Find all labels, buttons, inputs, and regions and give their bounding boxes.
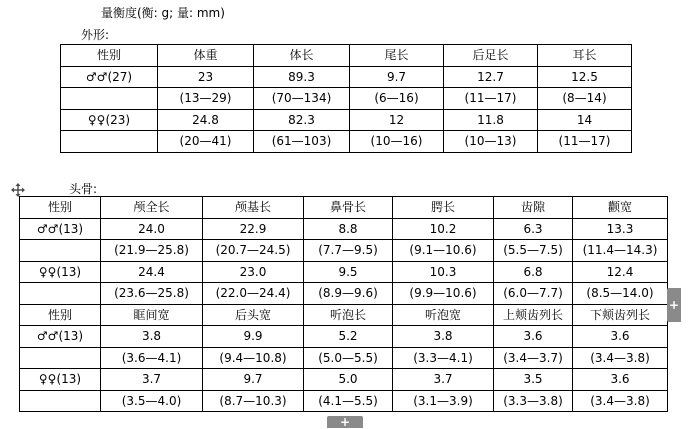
add-column-button[interactable]: + xyxy=(667,288,681,322)
table-cell: (3.3—3.8) xyxy=(494,390,573,412)
column-header: 颧宽 xyxy=(573,197,668,219)
table-cell: (20—41) xyxy=(158,131,254,153)
table-cell: (20.7—24.5) xyxy=(203,240,304,262)
table-cell: 10.2 xyxy=(393,218,494,240)
table-cell: ♂♂(13) xyxy=(20,326,101,348)
table-row xyxy=(20,261,668,283)
table-cell: ♀♀(13) xyxy=(20,261,101,283)
table-cell: 24.4 xyxy=(101,261,203,283)
table-cell xyxy=(20,390,101,412)
column-header: 性别 xyxy=(61,45,158,67)
table-cell: (8.9—9.6) xyxy=(304,283,393,305)
table-cell: (10—13) xyxy=(444,131,538,153)
column-header: 齿隙 xyxy=(494,197,573,219)
table-cell: (13—29) xyxy=(158,88,254,110)
column-header: 尾长 xyxy=(350,45,444,67)
table-cell: 24.0 xyxy=(101,218,203,240)
column-header: 后足长 xyxy=(444,45,538,67)
table-row xyxy=(61,131,632,153)
table-cell: 5.0 xyxy=(304,369,393,391)
table-row xyxy=(20,240,668,262)
table-cell: 3.8 xyxy=(101,326,203,348)
table-row xyxy=(61,109,632,131)
table-cell: (11—17) xyxy=(538,131,632,153)
table-cell: (21.9—25.8) xyxy=(101,240,203,262)
table-cell xyxy=(61,131,158,153)
table-row xyxy=(61,88,632,110)
table-cell: 14 xyxy=(538,109,632,131)
header-row xyxy=(20,197,668,219)
table-cell: ♂♂(27) xyxy=(61,66,158,88)
column-header: 下颊齿列长 xyxy=(573,304,668,326)
table-cell: (4.1—5.5) xyxy=(304,390,393,412)
table-cell: 12.4 xyxy=(573,261,668,283)
table-cell: 6.8 xyxy=(494,261,573,283)
table-cell: 11.8 xyxy=(444,109,538,131)
table-cell: (7.7—9.5) xyxy=(304,240,393,262)
column-header: 听泡宽 xyxy=(393,304,494,326)
table-cell: (5.5—7.5) xyxy=(494,240,573,262)
column-header: 性别 xyxy=(20,304,101,326)
external-heading: 外形: xyxy=(81,28,110,42)
table-cell: 9.5 xyxy=(304,261,393,283)
table-cell: 3.6 xyxy=(494,326,573,348)
table-cell: 12.5 xyxy=(538,66,632,88)
add-row-button[interactable]: + xyxy=(327,416,363,428)
header-row xyxy=(20,304,668,326)
table-row xyxy=(20,283,668,305)
table-row xyxy=(20,218,668,240)
table-cell: (6—16) xyxy=(350,88,444,110)
table-row xyxy=(20,390,668,412)
table-cell: 9.9 xyxy=(203,326,304,348)
header-row xyxy=(61,45,632,67)
table-cell: (9.9—10.6) xyxy=(393,283,494,305)
table-cell: 24.8 xyxy=(158,109,254,131)
column-header: 鼻骨长 xyxy=(304,197,393,219)
table-cell: 22.9 xyxy=(203,218,304,240)
table-cell: (8.7—10.3) xyxy=(203,390,304,412)
table-cell: (8—14) xyxy=(538,88,632,110)
table-cell: 82.3 xyxy=(254,109,350,131)
table-cell: 12.7 xyxy=(444,66,538,88)
table-cell: (61—103) xyxy=(254,131,350,153)
table-cell: ♂♂(13) xyxy=(20,218,101,240)
table-cell xyxy=(61,88,158,110)
table-cell: 23 xyxy=(158,66,254,88)
table-cell: (9.4—10.8) xyxy=(203,347,304,369)
table-cell: (3.4—3.7) xyxy=(494,347,573,369)
table-cell: (10—16) xyxy=(350,131,444,153)
table-row xyxy=(20,369,668,391)
table-cell: 12 xyxy=(350,109,444,131)
skull-heading: 头骨: xyxy=(69,182,98,196)
table-cell: (3.4—3.8) xyxy=(573,347,668,369)
column-header: 颅全长 xyxy=(101,197,203,219)
column-header: 后头宽 xyxy=(203,304,304,326)
table-cell: (8.5—14.0) xyxy=(573,283,668,305)
table-cell: 3.7 xyxy=(101,369,203,391)
table-cell: 10.3 xyxy=(393,261,494,283)
table-cell: (22.0—24.4) xyxy=(203,283,304,305)
column-header: 体长 xyxy=(254,45,350,67)
table-cell: (23.6—25.8) xyxy=(101,283,203,305)
column-header: 耳长 xyxy=(538,45,632,67)
table-cell: 3.5 xyxy=(494,369,573,391)
column-header: 腭长 xyxy=(393,197,494,219)
column-header: 体重 xyxy=(158,45,254,67)
table-cell: (5.0—5.5) xyxy=(304,347,393,369)
table-cell: 3.6 xyxy=(573,326,668,348)
table-cell: (70—134) xyxy=(254,88,350,110)
table-cell: 3.6 xyxy=(573,369,668,391)
table-cell: 6.3 xyxy=(494,218,573,240)
table-cell: 9.7 xyxy=(350,66,444,88)
table-cell: ♀♀(23) xyxy=(61,109,158,131)
table-row xyxy=(20,347,668,369)
column-header: 眶间宽 xyxy=(101,304,203,326)
table-cell xyxy=(20,283,101,305)
table-cell: (11.4—14.3) xyxy=(573,240,668,262)
table-cell: 3.7 xyxy=(393,369,494,391)
table-cell: 9.7 xyxy=(203,369,304,391)
table-cell: (3.3—4.1) xyxy=(393,347,494,369)
table-cell: (3.4—3.8) xyxy=(573,390,668,412)
table-cell: 5.2 xyxy=(304,326,393,348)
column-header: 上颊齿列长 xyxy=(494,304,573,326)
table-cell: (3.5—4.0) xyxy=(101,390,203,412)
external-measurements-table xyxy=(60,44,632,153)
move-arrows-icon[interactable] xyxy=(11,182,25,196)
table-cell xyxy=(20,240,101,262)
column-header: 颅基长 xyxy=(203,197,304,219)
table-cell: ♀♀(13) xyxy=(20,369,101,391)
skull-measurements-table xyxy=(19,196,668,412)
table-cell: (3.6—4.1) xyxy=(101,347,203,369)
table-cell: (9.1—10.6) xyxy=(393,240,494,262)
table-cell: (11—17) xyxy=(444,88,538,110)
table-cell: (6.0—7.7) xyxy=(494,283,573,305)
table-cell: 3.8 xyxy=(393,326,494,348)
table-row xyxy=(61,66,632,88)
table-cell: (3.1—3.9) xyxy=(393,390,494,412)
table-cell: 89.3 xyxy=(254,66,350,88)
column-header: 听泡长 xyxy=(304,304,393,326)
table-cell xyxy=(20,347,101,369)
table-cell: 23.0 xyxy=(203,261,304,283)
column-header: 性别 xyxy=(20,197,101,219)
table-row xyxy=(20,326,668,348)
table-cell: 13.3 xyxy=(573,218,668,240)
table-cell: 8.8 xyxy=(304,218,393,240)
measurement-note: 量衡度(衡: g; 量: mm) xyxy=(101,6,225,20)
